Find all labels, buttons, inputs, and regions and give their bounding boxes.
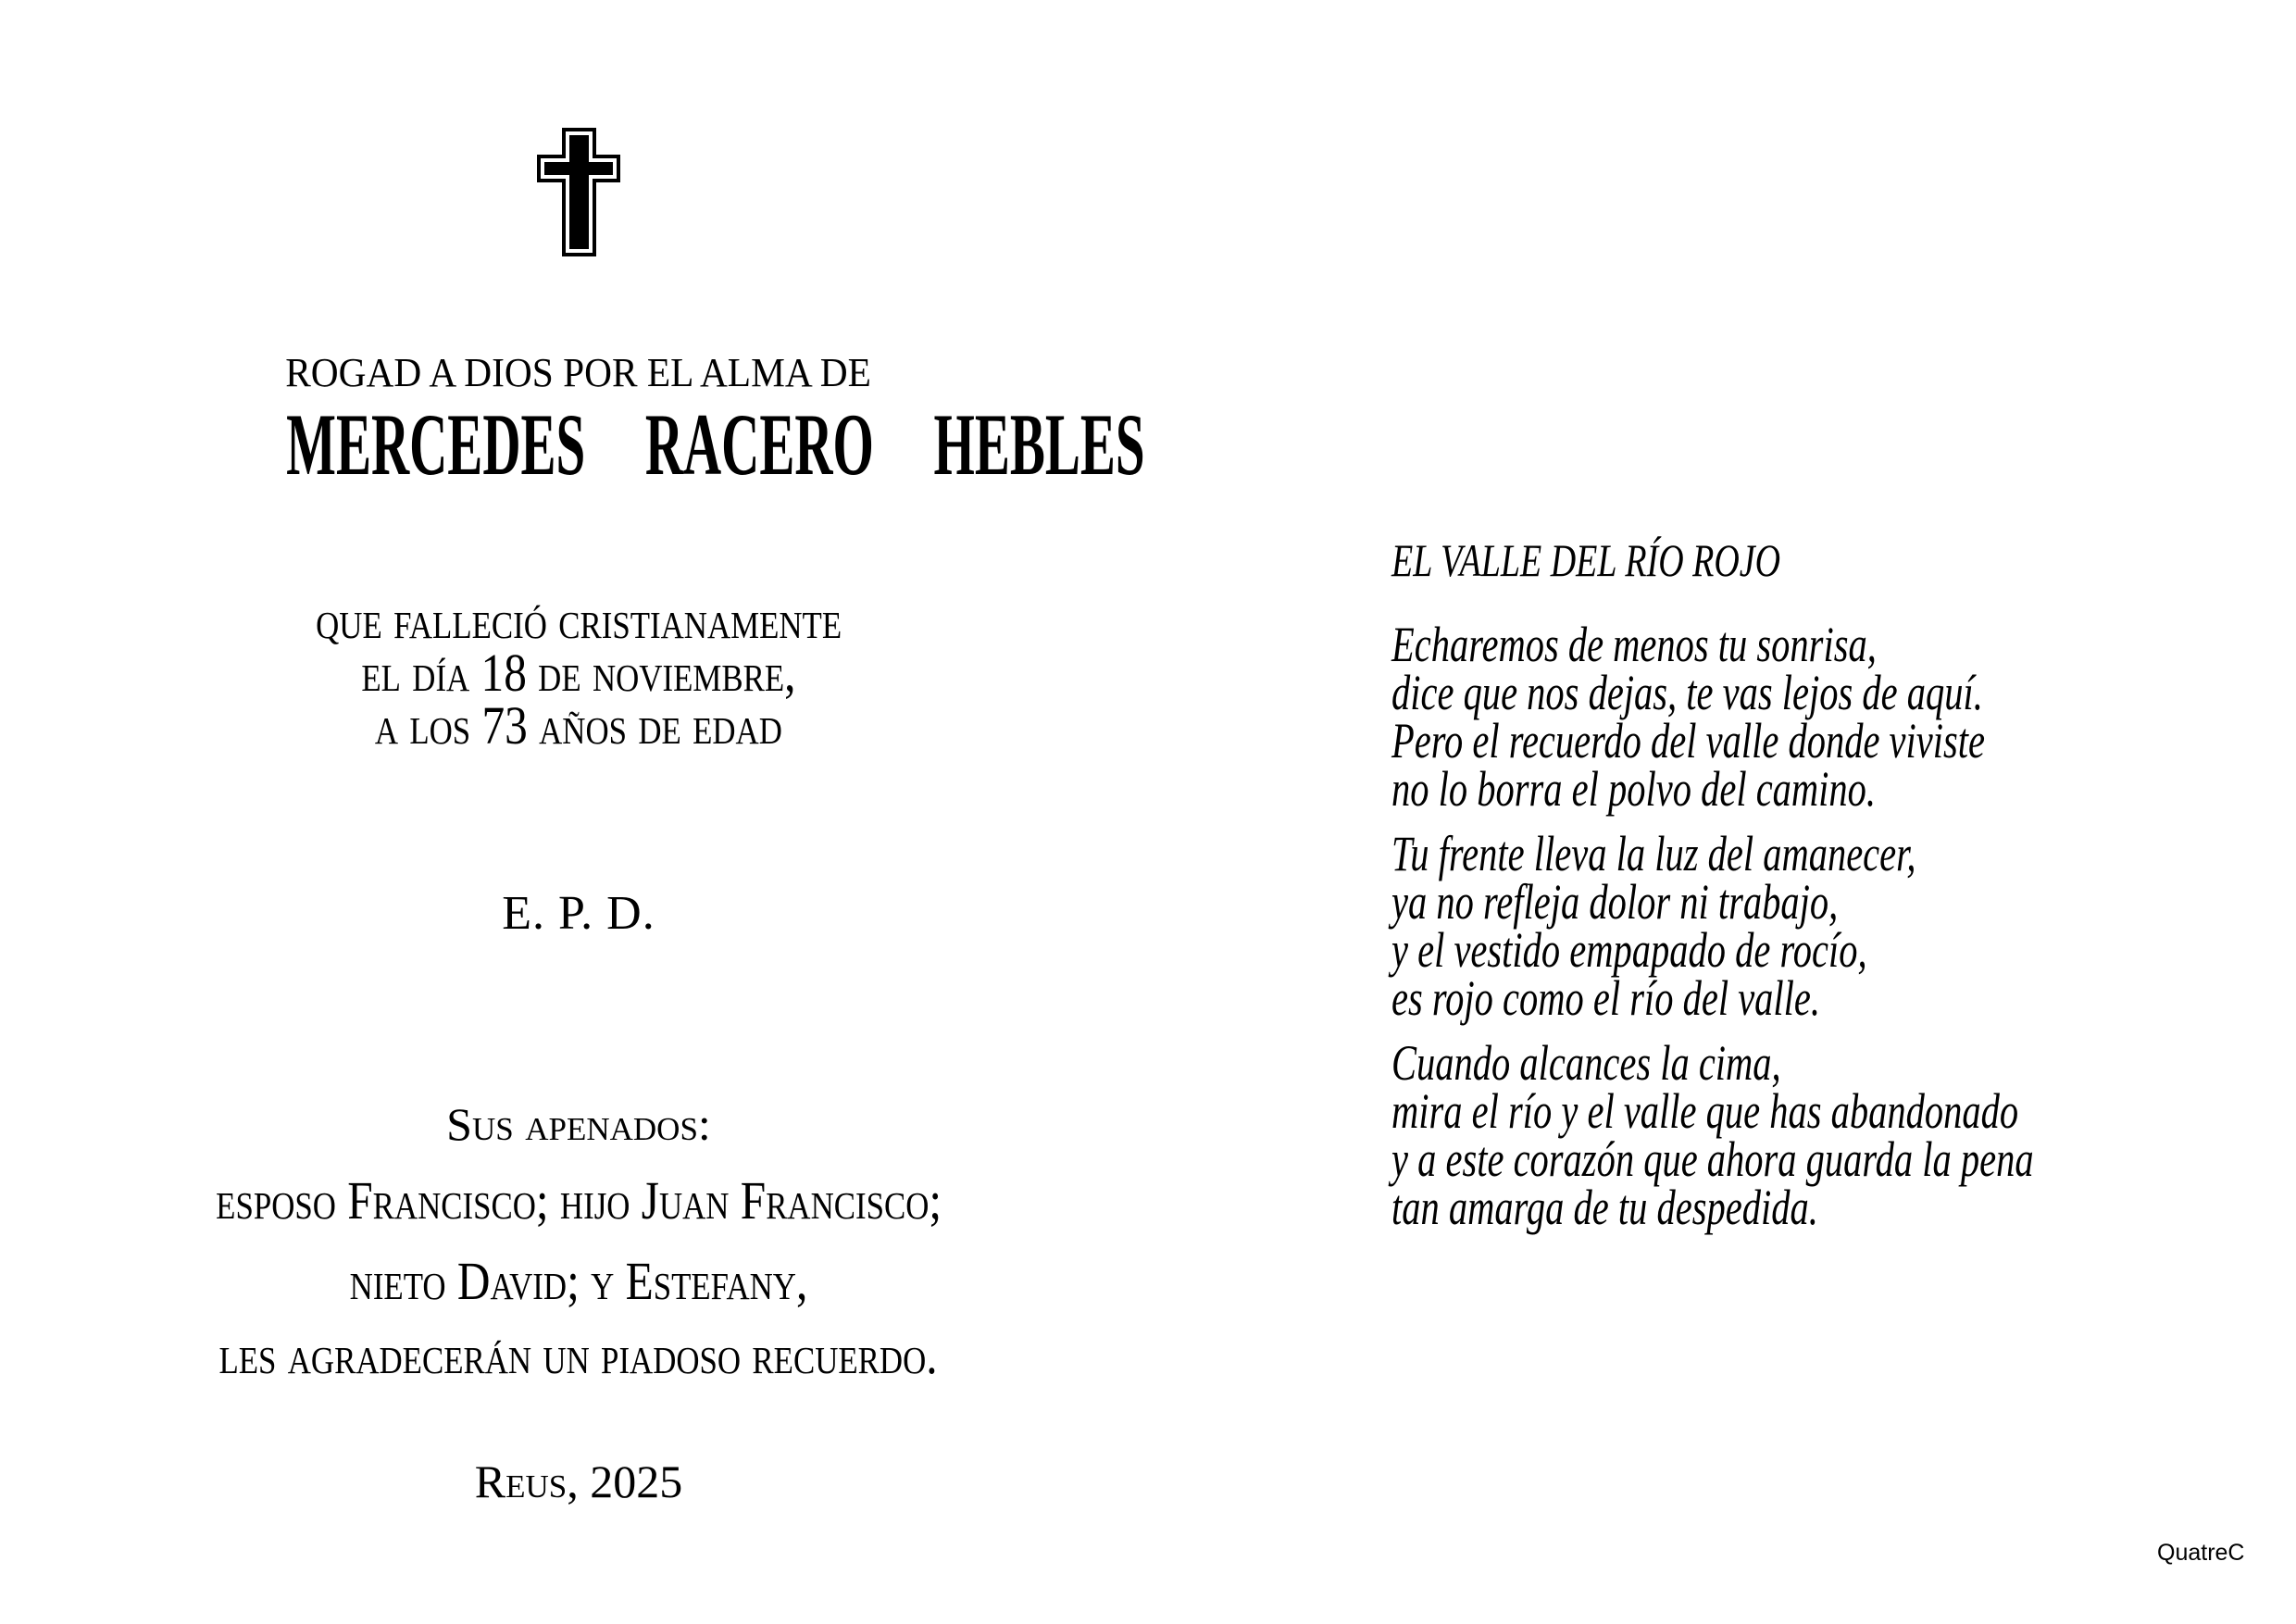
printer-brand: QuatreC [2157, 1540, 2245, 1566]
poem-line-text: tan amarga de tu despedida. [1391, 1180, 1818, 1235]
poem-line-text: no lo borra el polvo del camino. [1391, 761, 1877, 817]
death-detail-line [0, 695, 1157, 756]
cross-emblem-wrap [0, 128, 1157, 260]
mourners-text: les agradecerán un piadoso recuerdo. [218, 1325, 939, 1385]
poem-line-text: Pero el recuerdo del valle donde viviste [1391, 713, 1986, 768]
death-detail-text: a los 73 años de edad [374, 695, 783, 756]
death-detail-text: el día 18 de noviembre, [361, 643, 796, 703]
poem-line [1391, 922, 2280, 978]
poem-stanza [1391, 826, 2280, 1026]
poem-line [1391, 1131, 2280, 1187]
poem-line-text: Echaremos de menos tu sonrisa, [1391, 617, 1877, 672]
latin-cross-icon [537, 128, 620, 256]
poem-line [1391, 665, 2280, 720]
invocation-text: ROGAD A DIOS POR EL ALMA DE [285, 350, 872, 395]
epd-abbreviation [0, 887, 1157, 940]
poem-line-text: mira el río y el valle que has abandonado [1391, 1083, 2019, 1139]
invocation-line [0, 350, 1157, 395]
mourners-text: Sus apenados: [446, 1098, 711, 1150]
deceased-name-text: MERCEDES RACERO HEBLES [286, 395, 1145, 493]
poem-line [1391, 970, 2280, 1026]
mourners-line [0, 1098, 1157, 1150]
poem-line-text: ya no refleja dolor ni trabajo, [1391, 874, 1839, 930]
poem-line [1391, 826, 2280, 881]
poem-stanza [1391, 617, 2280, 817]
poem-line-text: y a este corazón que ahora guarda la pena [1391, 1131, 2034, 1187]
poem-line-text: dice que nos dejas, te vas lejos de aquí. [1391, 665, 1983, 720]
mourners-line [0, 1170, 1157, 1230]
poem-title-text: EL VALLE DEL RÍO ROJO [1391, 534, 1781, 586]
poem-title [1391, 534, 2280, 586]
mourners-text: nieto David; y Estefany, [349, 1251, 808, 1311]
mourners-line [0, 1325, 1157, 1385]
mourners-text: esposo Francisco; hijo Juan Francisco; [216, 1170, 942, 1230]
epd-text: E. P. D. [502, 887, 655, 940]
death-detail-text: que falleció cristianamente [315, 590, 842, 650]
poem-line-text: es rojo como el río del valle. [1391, 970, 1821, 1026]
mourners-line [0, 1251, 1157, 1311]
poem-line [1391, 1180, 2280, 1235]
poem-stanza [1391, 1035, 2280, 1235]
poem-line-text: Cuando alcances la cima, [1391, 1035, 1781, 1091]
poem-line [1391, 713, 2280, 768]
deceased-name [0, 395, 1157, 493]
poem-line [1391, 1035, 2280, 1091]
place-year [0, 1455, 1157, 1507]
poem [1391, 534, 2280, 1248]
poem-line [1391, 617, 2280, 672]
place-year-text: Reus, 2025 [474, 1455, 683, 1507]
death-detail-line [0, 590, 1157, 650]
poem-line [1391, 761, 2280, 817]
poem-line-text: y el vestido empapado de rocío, [1391, 922, 1867, 978]
death-detail-line [0, 643, 1157, 703]
poem-line [1391, 1083, 2280, 1139]
poem-line [1391, 874, 2280, 930]
poem-line-text: Tu frente lleva la luz del amanecer, [1391, 826, 1916, 881]
